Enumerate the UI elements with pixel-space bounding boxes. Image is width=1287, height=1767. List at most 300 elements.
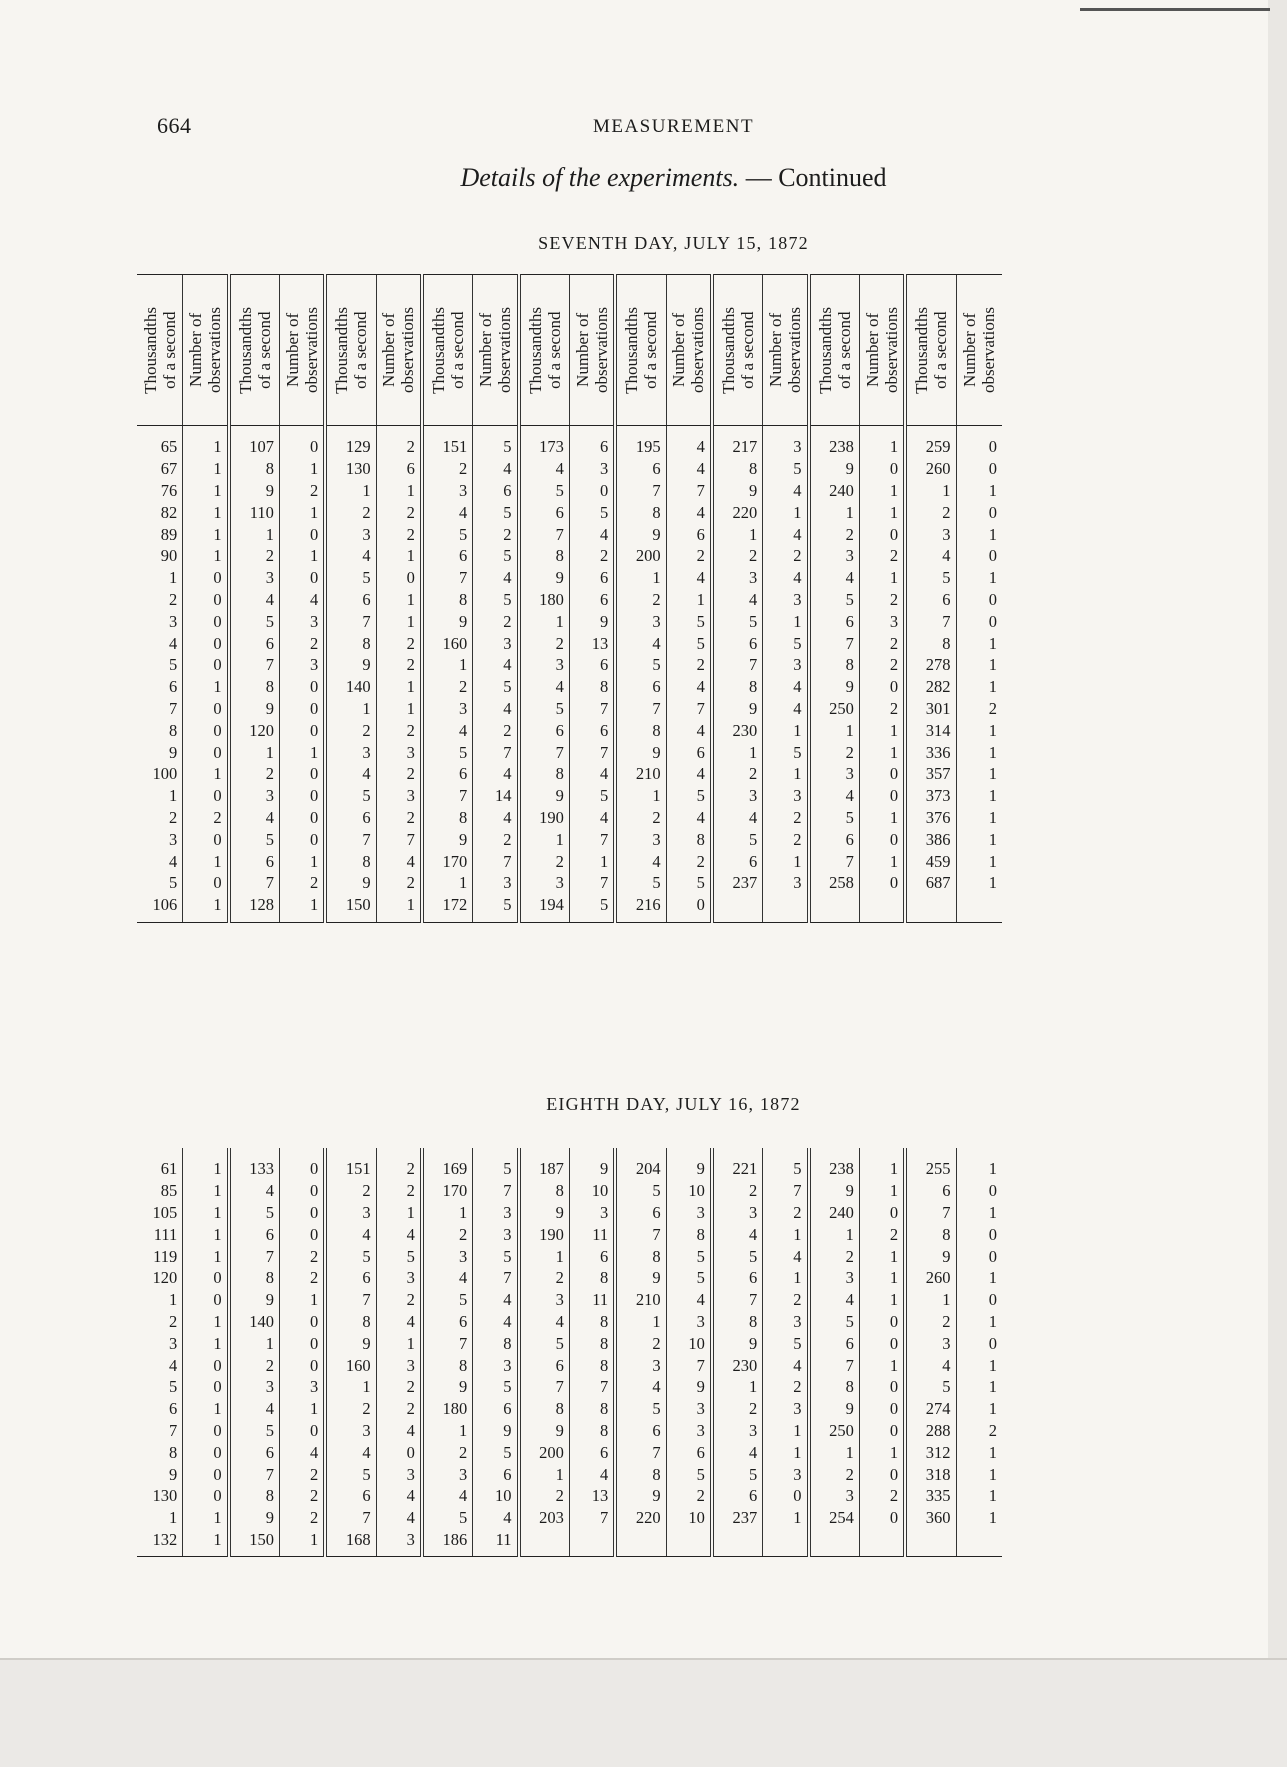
thousandths-cell: 5 [422,1507,473,1529]
thousandths-cell: 4 [519,458,570,480]
observations-cell: 1 [956,1398,1002,1420]
observations-cell: 5 [763,1332,809,1354]
observations-cell: 5 [473,1376,519,1398]
observations-cell: 6 [569,567,615,589]
thousandths-cell: 4 [422,501,473,523]
table-row [137,785,1002,807]
thousandths-cell: 2 [169,1311,178,1331]
observations-cell: 4 [473,567,519,589]
thousandths-cell: 9 [229,1507,280,1529]
thousandths-cell: 2 [169,807,178,827]
observations-cell: 0 [859,1420,905,1442]
thousandths-cell: 3 [615,828,666,850]
observations-cell: 7 [569,698,615,720]
observations-cell: 4 [666,676,712,698]
thousandths-cell: 1 [325,698,376,720]
observations-cell: 0 [279,719,325,741]
observations-cell: 6 [473,1463,519,1485]
observations-cell: 4 [473,698,519,720]
observations-cell: 4 [376,1223,422,1245]
thousandths-cell: 250 [809,698,860,720]
observations-cell: 4 [569,763,615,785]
table-row [137,1441,1002,1463]
thousandths-cell: 9 [519,1202,570,1224]
thousandths-cell: 3 [422,480,473,502]
thousandths-cell: 8 [712,676,763,698]
observations-cell: 3 [763,785,809,807]
table-row [137,1354,1002,1376]
thousandths-cell: 6 [712,632,763,654]
thousandths-cell: 6 [615,676,666,698]
thousandths-cell: 9 [229,480,280,502]
observations-cell [956,894,1002,922]
observations-cell: 2 [279,632,325,654]
thousandths-cell: 5 [809,589,860,611]
observations-cell: 0 [956,426,1002,458]
observations-cell: 2 [956,698,1002,720]
observations-cell: 3 [763,1398,809,1420]
thousandths-cell: 217 [712,426,763,458]
thousandths-cell: 4 [519,1311,570,1333]
observations-cell: 7 [666,480,712,502]
thousandths-cell: 459 [905,850,956,872]
observations-cell: 0 [279,1148,325,1180]
observations-cell: 0 [859,872,905,894]
thousandths-cell [712,1529,763,1557]
table-row [137,1289,1002,1311]
observations-cell: 4 [279,589,325,611]
thousandths-cell: 1 [325,1376,376,1398]
thousandths-cell: 2 [905,1311,956,1333]
observations-cell: 1 [279,1529,325,1557]
thousandths-cell: 7 [615,1441,666,1463]
thousandths-cell: 3 [809,763,860,785]
observations-cell: 1 [763,719,809,741]
thousandths-cell: 187 [519,1148,570,1180]
thousandths-cell: 204 [615,1148,666,1180]
observations-cell: 1 [183,480,229,502]
thousandths-cell: 5 [229,828,280,850]
observations-cell: 0 [183,1420,229,1442]
observations-cell: 5 [473,426,519,458]
observations-cell: 3 [763,1463,809,1485]
observations-cell: 5 [666,872,712,894]
observations-cell: 1 [183,1245,229,1267]
observations-cell: 7 [569,828,615,850]
observations-cell: 3 [376,1354,422,1376]
thousandths-cell: 3 [169,611,178,631]
thousandths-cell: 8 [519,1180,570,1202]
thousandths-cell: 170 [422,850,473,872]
thousandths-cell: 9 [422,1376,473,1398]
observations-cell: 5 [473,676,519,698]
observations-cell [763,1529,809,1557]
thousandths-cell: 376 [905,807,956,829]
observations-cell: 2 [473,828,519,850]
observations-cell: 7 [473,1180,519,1202]
observations-cell: 0 [279,1311,325,1333]
observations-cell [569,1529,615,1557]
col-header-label: Thousandths of a second [429,306,468,394]
thousandths-cell: 7 [229,1245,280,1267]
table-row [137,1223,1002,1245]
observations-cell: 2 [859,589,905,611]
col-header-observations [859,275,905,426]
observations-cell: 2 [763,1289,809,1311]
observations-cell: 2 [376,654,422,676]
scan-edge-bottom [0,1658,1287,1767]
thousandths-cell: 1 [809,501,860,523]
observations-cell: 6 [569,1441,615,1463]
thousandths-cell: 5 [169,1377,178,1397]
table-row [137,1267,1002,1289]
observations-cell: 1 [956,1311,1002,1333]
observations-cell: 1 [763,1267,809,1289]
thousandths-cell: 6 [809,1332,860,1354]
thousandths-cell: 6 [229,1223,280,1245]
observations-cell: 4 [666,1289,712,1311]
observations-cell: 1 [763,1420,809,1442]
observations-cell: 7 [569,741,615,763]
thousandths-cell: 133 [229,1148,280,1180]
observations-cell: 0 [859,828,905,850]
observations-cell: 1 [376,480,422,502]
observations-cell: 1 [183,1311,229,1333]
observations-cell: 1 [859,501,905,523]
thousandths-cell: 6 [519,501,570,523]
observations-cell: 1 [279,894,325,922]
observations-cell: 1 [956,676,1002,698]
observations-cell: 2 [859,698,905,720]
observations-cell: 6 [376,458,422,480]
table-row [137,458,1002,480]
table-row [137,676,1002,698]
observations-cell: 1 [859,807,905,829]
table-caption [0,163,1287,193]
thousandths-cell: 3 [229,567,280,589]
observations-cell: 2 [376,501,422,523]
observations-cell: 1 [859,719,905,741]
thousandths-cell: 5 [615,1180,666,1202]
observations-cell: 0 [279,763,325,785]
thousandths-cell: 9 [809,1180,860,1202]
thousandths-cell: 1 [422,1202,473,1224]
observations-cell: 0 [183,589,229,611]
observations-cell: 1 [956,763,1002,785]
observations-cell: 1 [956,1354,1002,1376]
observations-cell: 1 [956,654,1002,676]
observations-cell: 1 [859,1354,905,1376]
col-header-thousandths [137,275,183,426]
thousandths-cell: 260 [905,458,956,480]
thousandths-cell: 357 [905,763,956,785]
thousandths-cell: 9 [422,610,473,632]
thousandths-cell: 140 [229,1311,280,1333]
thousandths-cell: 4 [169,1355,178,1375]
thousandths-cell: 6 [809,610,860,632]
observations-cell: 0 [859,1463,905,1485]
thousandths-cell: 151 [422,426,473,458]
thousandths-cell: 9 [615,1267,666,1289]
thousandths-cell: 3 [229,785,280,807]
thousandths-cell: 8 [519,545,570,567]
thousandths-cell: 5 [229,1420,280,1442]
thousandths-cell: 2 [519,1485,570,1507]
observations-cell: 0 [183,1441,229,1463]
thousandths-cell: 8 [712,1311,763,1333]
thousandths-cell: 90 [160,546,178,566]
observations-cell: 1 [956,480,1002,502]
observations-cell: 1 [859,1180,905,1202]
observations-cell: 0 [183,741,229,763]
thousandths-cell: 6 [229,850,280,872]
observations-cell: 5 [473,1245,519,1267]
thousandths-cell: 7 [809,1354,860,1376]
observations-cell: 1 [763,1223,809,1245]
col-header-observations [666,275,712,426]
thousandths-cell: 5 [905,567,956,589]
thousandths-cell: 119 [153,1246,178,1266]
thousandths-cell: 3 [712,567,763,589]
observations-cell: 0 [956,1245,1002,1267]
thousandths-cell: 5 [809,1311,860,1333]
observations-cell: 1 [763,850,809,872]
observations-cell: 5 [473,894,519,922]
table-row [137,501,1002,523]
thousandths-cell: 8 [422,807,473,829]
observations-cell: 2 [666,545,712,567]
col-header-label: Thousandths of a second [622,306,661,394]
thousandths-cell: 1 [169,1290,178,1310]
thousandths-cell: 140 [325,676,376,698]
table-row [137,1507,1002,1529]
eighth-day-body [137,1148,1002,1557]
observations-cell: 6 [569,589,615,611]
thousandths-cell: 5 [325,785,376,807]
thousandths-cell: 8 [229,676,280,698]
thousandths-cell: 6 [422,763,473,785]
thousandths-cell: 2 [325,1180,376,1202]
thousandths-cell: 3 [905,1332,956,1354]
thousandths-cell: 8 [615,501,666,523]
thousandths-cell: 4 [325,545,376,567]
observations-cell: 0 [859,1507,905,1529]
table-row [137,763,1002,785]
observations-cell: 4 [376,1311,422,1333]
thousandths-cell: 130 [152,1486,178,1506]
observations-cell: 1 [183,894,229,922]
thousandths-cell: 5 [169,655,178,675]
thousandths-cell: 7 [325,828,376,850]
thousandths-cell: 106 [137,894,183,922]
thousandths-cell: 9 [519,785,570,807]
observations-cell: 2 [859,1485,905,1507]
observations-cell: 3 [666,1398,712,1420]
observations-cell: 0 [183,1463,229,1485]
observations-cell: 1 [956,1148,1002,1180]
thousandths-cell: 8 [422,589,473,611]
observations-cell: 0 [183,828,229,850]
thousandths-cell: 7 [325,1289,376,1311]
thousandths-cell: 2 [712,545,763,567]
thousandths-cell: 7 [325,610,376,632]
observations-cell: 0 [859,1332,905,1354]
thousandths-cell: 9 [325,872,376,894]
observations-cell: 1 [956,1485,1002,1507]
observations-cell: 1 [763,501,809,523]
thousandths-cell: 4 [615,850,666,872]
thousandths-cell: 128 [229,894,280,922]
observations-cell: 9 [569,610,615,632]
thousandths-cell: 1 [422,872,473,894]
observations-cell: 0 [376,567,422,589]
col-header-label: Number of observations [379,307,418,393]
table-row [137,610,1002,632]
observations-cell: 4 [666,807,712,829]
thousandths-cell: 4 [229,807,280,829]
thousandths-cell: 3 [712,1202,763,1224]
table-row [137,741,1002,763]
thousandths-cell: 4 [809,1289,860,1311]
thousandths-cell: 3 [422,698,473,720]
thousandths-cell: 7 [422,1332,473,1354]
observations-cell: 9 [666,1148,712,1180]
thousandths-cell: 3 [519,1289,570,1311]
thousandths-cell: 4 [712,807,763,829]
thousandths-cell: 1 [325,480,376,502]
observations-cell: 6 [569,654,615,676]
thousandths-cell: 5 [229,610,280,632]
observations-cell: 5 [763,741,809,763]
thousandths-cell: 8 [712,458,763,480]
observations-cell: 1 [666,589,712,611]
thousandths-cell: 2 [809,741,860,763]
thousandths-cell: 336 [905,741,956,763]
col-header-thousandths [519,275,570,426]
thousandths-cell: 1 [229,741,280,763]
observations-cell: 5 [666,1463,712,1485]
thousandths-cell: 1 [809,1223,860,1245]
thousandths-cell: 200 [615,545,666,567]
observations-cell: 1 [279,1398,325,1420]
thousandths-cell: 9 [712,698,763,720]
thousandths-cell: 130 [325,458,376,480]
observations-cell: 6 [666,1441,712,1463]
thousandths-cell: 238 [809,426,860,458]
observations-cell: 4 [473,807,519,829]
thousandths-cell: 9 [325,1332,376,1354]
thousandths-cell: 9 [169,1464,178,1484]
thousandths-cell: 288 [905,1420,956,1442]
thousandths-cell: 7 [325,1507,376,1529]
thousandths-cell: 2 [712,1180,763,1202]
observations-cell: 0 [956,1223,1002,1245]
observations-cell: 1 [183,1223,229,1245]
thousandths-cell: 7 [169,1420,178,1440]
observations-cell: 0 [183,632,229,654]
observations-cell: 4 [473,654,519,676]
thousandths-cell: 8 [169,720,178,740]
observations-cell: 2 [763,1376,809,1398]
observations-cell: 2 [183,807,229,829]
thousandths-cell: 2 [422,676,473,698]
table-row [137,1332,1002,1354]
observations-cell: 1 [183,523,229,545]
observations-cell: 0 [279,676,325,698]
thousandths-cell: 4 [325,763,376,785]
thousandths-cell: 4 [325,1441,376,1463]
observations-cell: 6 [569,1245,615,1267]
observations-cell: 3 [763,654,809,676]
observations-cell: 3 [376,1267,422,1289]
seventh-day-title: SEVENTH DAY, JULY 15, 1872 [538,233,809,253]
observations-cell: 1 [859,426,905,458]
observations-cell: 0 [279,785,325,807]
observations-cell: 4 [763,480,809,502]
observations-cell: 2 [666,850,712,872]
thousandths-cell: 6 [615,1202,666,1224]
thousandths-cell: 5 [615,654,666,676]
thousandths-cell: 8 [809,1376,860,1398]
col-header-thousandths [615,275,666,426]
thousandths-cell: 250 [809,1420,860,1442]
thousandths-cell: 180 [422,1398,473,1420]
observations-cell: 5 [473,501,519,523]
observations-cell: 0 [279,698,325,720]
observations-cell: 3 [763,872,809,894]
observations-cell: 4 [279,1441,325,1463]
thousandths-cell: 5 [615,872,666,894]
thousandths-cell: 4 [519,676,570,698]
thousandths-cell: 238 [809,1148,860,1180]
thousandths-cell: 5 [712,828,763,850]
thousandths-cell: 5 [422,1289,473,1311]
thousandths-cell: 7 [422,785,473,807]
thousandths-cell: 274 [905,1398,956,1420]
observations-cell: 3 [569,458,615,480]
thousandths-cell: 200 [519,1441,570,1463]
observations-cell: 8 [473,1332,519,1354]
observations-cell: 0 [956,1289,1002,1311]
table-row [137,872,1002,894]
thousandths-cell: 8 [905,632,956,654]
observations-cell: 1 [859,1267,905,1289]
observations-cell: 2 [473,523,519,545]
observations-cell: 0 [956,589,1002,611]
observations-cell: 3 [473,1354,519,1376]
thousandths-cell: 6 [325,807,376,829]
thousandths-cell: 6 [905,1180,956,1202]
table-row [137,828,1002,850]
observations-cell: 2 [376,523,422,545]
thousandths-cell: 9 [809,458,860,480]
thousandths-cell: 3 [325,523,376,545]
thousandths-cell [905,1529,956,1557]
col-header-label: Thousandths of a second [140,306,179,394]
observations-cell: 4 [569,807,615,829]
observations-cell: 4 [666,763,712,785]
observations-cell: 8 [569,1311,615,1333]
observations-cell: 4 [763,1245,809,1267]
observations-cell: 2 [376,719,422,741]
thousandths-cell: 3 [905,523,956,545]
thousandths-cell: 216 [615,894,666,922]
thousandths-cell: 1 [169,568,178,588]
thousandths-cell: 2 [422,1223,473,1245]
table-row [137,894,1002,922]
observations-cell: 1 [956,1463,1002,1485]
thousandths-cell: 4 [712,1441,763,1463]
